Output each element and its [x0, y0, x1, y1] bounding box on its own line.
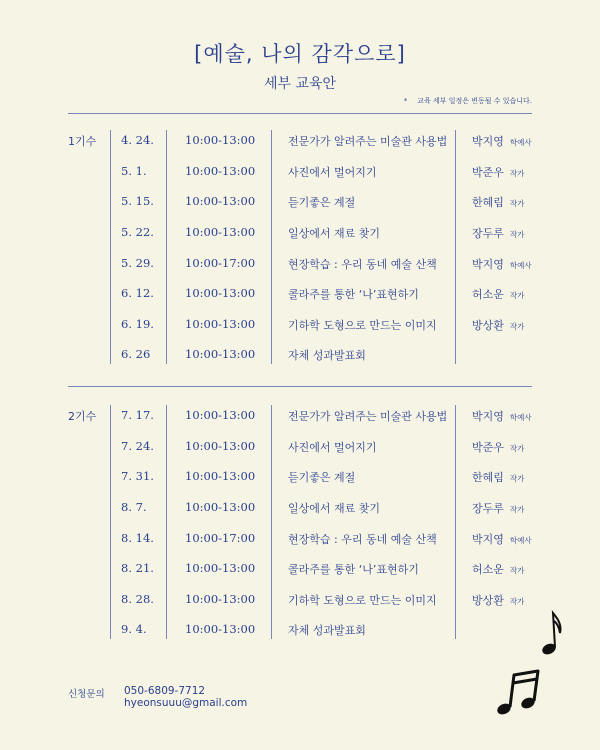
schedule-row	[0, 164, 600, 184]
row-teacher	[472, 317, 524, 333]
row-date: 7. 24.	[121, 439, 154, 453]
row-time: 10:00-13:00	[185, 439, 256, 453]
schedule-row	[0, 194, 600, 214]
row-time: 10:00-13:00	[185, 561, 256, 575]
row-teacher	[472, 408, 532, 424]
schedule-row	[0, 439, 600, 459]
page-subtitle: 세부 교육안	[263, 76, 337, 92]
row-date: 6. 12.	[121, 286, 154, 300]
row-time: 10:00-13:00	[185, 408, 256, 422]
teacher-name: 방상환	[472, 319, 504, 332]
teacher-name: 박준우	[472, 166, 504, 179]
row-time: 10:00-13:00	[185, 347, 256, 361]
teacher-name: 박지영	[472, 258, 504, 271]
row-date: 7. 17.	[121, 408, 154, 422]
row-time: 10:00-13:00	[185, 592, 256, 606]
row-date: 9. 4.	[121, 622, 147, 636]
row-teacher	[472, 561, 524, 577]
schedule-row	[0, 225, 600, 245]
row-time: 10:00-13:00	[185, 500, 256, 514]
row-teacher	[472, 256, 532, 272]
schedule-row	[0, 256, 600, 276]
teacher-name: 박지영	[472, 533, 504, 546]
row-time: 10:00-13:00	[185, 225, 256, 239]
row-topic: 듣기좋은 계절	[288, 471, 356, 484]
teacher-name: 박준우	[472, 441, 504, 454]
row-teacher	[472, 133, 532, 149]
row-time: 10:00-17:00	[185, 531, 256, 545]
teacher-role: 작가	[509, 474, 525, 483]
row-date: 8. 28.	[121, 592, 154, 606]
row-date: 8. 14.	[121, 531, 154, 545]
row-time: 10:00-13:00	[185, 317, 256, 331]
teacher-name: 장두루	[472, 227, 504, 240]
row-time: 10:00-13:00	[185, 469, 256, 483]
teacher-role: 작가	[509, 291, 525, 300]
teacher-name: 한혜림	[472, 196, 504, 209]
row-topic: 콜라주를 통한 ‘나’표현하기	[288, 563, 419, 576]
schedule-row	[0, 133, 600, 153]
row-topic: 기하학 도형으로 만드는 이미지	[288, 594, 437, 607]
teacher-name: 박지영	[472, 410, 504, 423]
row-topic: 현장학습 : 우리 동네 예술 산책	[288, 258, 437, 271]
row-time: 10:00-13:00	[185, 164, 256, 178]
row-time: 10:00-13:00	[185, 286, 256, 300]
row-time: 10:00-17:00	[185, 256, 256, 270]
page-title: [예술, 나의 감각으로]	[194, 42, 406, 66]
row-topic: 일상에서 재료 찾기	[288, 502, 381, 515]
row-topic: 콜라주를 통한 ‘나’표현하기	[288, 288, 419, 301]
teacher-name: 허소운	[472, 288, 504, 301]
row-teacher	[472, 531, 532, 547]
teacher-name: 박지영	[472, 135, 504, 148]
schedule-row	[0, 531, 600, 551]
schedule-row	[0, 469, 600, 489]
divider-middle	[68, 386, 532, 387]
teacher-role: 학예사	[509, 138, 532, 147]
note-asterisk: *	[403, 97, 408, 105]
row-teacher	[472, 286, 524, 302]
row-date: 5. 22.	[121, 225, 154, 239]
teacher-name: 방상환	[472, 594, 504, 607]
teacher-role: 작가	[509, 169, 525, 178]
note-text: 교육 세부 일정은 변동될 수 있습니다.	[417, 97, 532, 105]
row-topic: 자체 성과발표회	[288, 349, 366, 362]
row-topic: 사진에서 멀어지기	[288, 166, 377, 179]
contact-label: 신청문의	[68, 689, 105, 700]
teacher-role: 작가	[509, 597, 525, 606]
teacher-role: 작가	[509, 322, 525, 331]
divider-top	[68, 113, 532, 114]
row-date: 8. 21.	[121, 561, 154, 575]
teacher-role: 작가	[509, 444, 525, 453]
session-label: 2기수	[68, 410, 97, 423]
row-topic: 현장학습 : 우리 동네 예술 산책	[288, 533, 437, 546]
teacher-name: 허소운	[472, 563, 504, 576]
row-topic: 일상에서 재료 찾기	[288, 227, 381, 240]
row-date: 6. 19.	[121, 317, 154, 331]
teacher-role: 학예사	[509, 413, 532, 422]
row-teacher	[472, 439, 524, 455]
eighth-note-icon	[541, 613, 561, 656]
row-time: 10:00-13:00	[185, 194, 256, 208]
schedule-row	[0, 408, 600, 428]
row-teacher	[472, 469, 524, 485]
session-label: 1기수	[68, 135, 97, 148]
schedule-note	[404, 96, 532, 106]
teacher-role: 작가	[509, 199, 525, 208]
row-teacher	[472, 225, 524, 241]
contact-phone: 050-6809-7712	[124, 685, 206, 697]
row-date: 4. 24.	[121, 133, 154, 147]
row-time: 10:00-13:00	[185, 133, 256, 147]
schedule-row	[0, 561, 600, 581]
row-date: 5. 1.	[121, 164, 147, 178]
row-topic: 전문가가 알려주는 미술관 사용법	[288, 410, 448, 423]
row-topic: 자체 성과발표회	[288, 624, 366, 637]
teacher-name: 한혜림	[472, 471, 504, 484]
contact-email[interactable]: hyeonsuuu@gmail.com	[124, 697, 248, 709]
row-teacher	[472, 500, 524, 516]
row-topic: 전문가가 알려주는 미술관 사용법	[288, 135, 448, 148]
row-topic: 사진에서 멀어지기	[288, 441, 377, 454]
beamed-notes-icon	[496, 671, 538, 716]
row-date: 8. 7.	[121, 500, 147, 514]
teacher-name: 장두루	[472, 502, 504, 515]
music-notes-decoration	[490, 605, 570, 720]
row-date: 5. 29.	[121, 256, 154, 270]
teacher-role: 학예사	[509, 261, 532, 270]
row-teacher	[472, 194, 524, 210]
teacher-role: 학예사	[509, 536, 532, 545]
schedule-row	[0, 500, 600, 520]
row-teacher	[472, 164, 524, 180]
row-date: 5. 15.	[121, 194, 154, 208]
teacher-role: 작가	[509, 230, 525, 239]
teacher-role: 작가	[509, 566, 525, 575]
row-topic: 기하학 도형으로 만드는 이미지	[288, 319, 437, 332]
schedule-row	[0, 347, 600, 367]
schedule-row	[0, 286, 600, 306]
row-time: 10:00-13:00	[185, 622, 256, 636]
row-topic: 듣기좋은 계절	[288, 196, 356, 209]
schedule-row	[0, 317, 600, 337]
row-date: 7. 31.	[121, 469, 154, 483]
teacher-role: 작가	[509, 505, 525, 514]
row-date: 6. 26	[121, 347, 151, 361]
